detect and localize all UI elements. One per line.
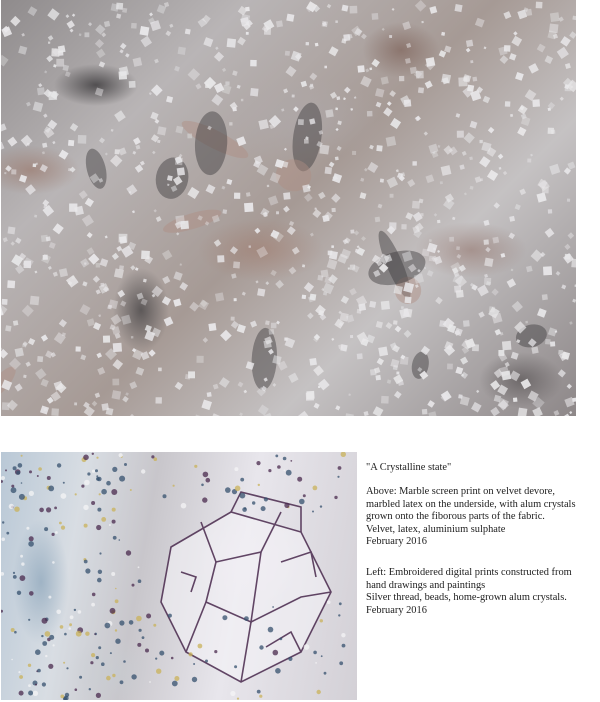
caption-line: February 2016 [366, 604, 427, 616]
crystal-fabric-photo [1, 0, 576, 416]
caption-line: marbled latex on the underside, with alum crystals [366, 498, 576, 510]
caption [366, 462, 598, 617]
caption-line: grown onto the fiborous parts of the fabric. [366, 511, 545, 523]
caption-line: Velvet, latex, aluminium sulphate [366, 523, 506, 535]
caption-line: Silver thread, beads, home-grown alum crystals. [366, 592, 567, 604]
embroidered-prints-photo [1, 452, 357, 700]
caption-line: February 2016 [366, 536, 427, 548]
caption-line: Above: Marble screen print on velvet devore, [366, 486, 555, 498]
caption-title: "A Crystalline state" [366, 462, 452, 473]
caption-line: hand drawings and paintings [366, 579, 486, 591]
caption-left-description [366, 567, 598, 617]
caption-above-description [366, 486, 598, 548]
caption-line: Left: Embroidered digital prints constructed from [366, 567, 572, 579]
embroidery-texture [1, 452, 357, 700]
crystal-texture [1, 0, 576, 416]
crystal-drawing [161, 492, 331, 682]
